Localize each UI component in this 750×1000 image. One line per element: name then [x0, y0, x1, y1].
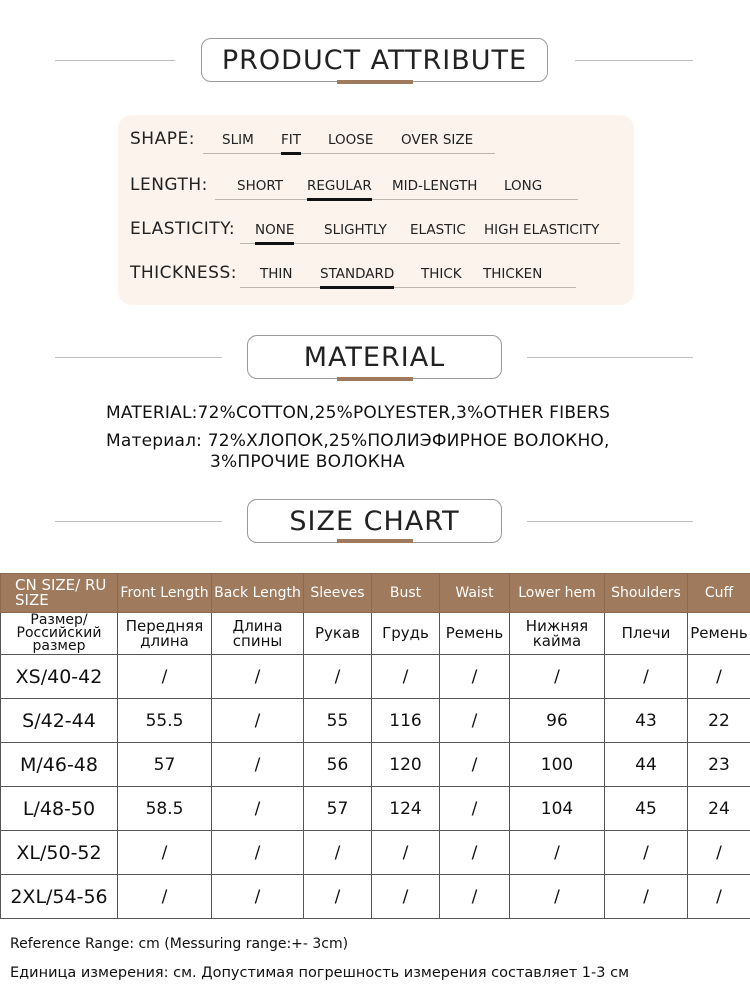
row-header-cell: CN SIZE/ RU SIZE	[1, 574, 118, 613]
table-cell: /	[212, 655, 304, 699]
option: THIN	[260, 266, 293, 282]
table-cell: 120	[372, 743, 440, 787]
table-cell: Нижняя кайма	[510, 613, 605, 655]
option-selected: STANDARD	[320, 266, 395, 282]
material-en: MATERIAL:72%COTTON,25%POLYESTER,3%OTHER FIBERS	[106, 403, 611, 423]
table-cell: /	[510, 655, 605, 699]
divider-right	[527, 357, 693, 358]
table-row	[1, 787, 750, 831]
table-cell: Back Length	[212, 574, 304, 613]
table-cell: Передняя длина	[118, 613, 212, 655]
table-cell: /	[510, 875, 605, 919]
option: LOOSE	[328, 132, 374, 148]
table-cell: /	[212, 699, 304, 743]
size-chart-table	[0, 573, 750, 919]
table-cell: /	[118, 875, 212, 919]
table-cell: /	[440, 831, 510, 875]
attribute-panel	[118, 115, 634, 305]
row-header-cell: Размер/ Российский размер	[1, 613, 118, 655]
table-row	[1, 743, 750, 787]
attribute-row-thickness	[118, 261, 634, 291]
table-cell: 57	[118, 743, 212, 787]
table-cell: Плечи	[605, 613, 688, 655]
row-header-cell: XS/40-42	[1, 655, 118, 699]
table-cell: Sleeves	[304, 574, 372, 613]
divider-left	[55, 521, 222, 522]
divider-left	[55, 357, 222, 358]
row-header-cell: L/48-50	[1, 787, 118, 831]
table-cell: 124	[372, 787, 440, 831]
baseline	[215, 199, 578, 200]
footer-note-en: Reference Range: cm (Messuring range:+- 3cm)	[10, 936, 349, 952]
row-header-cell: M/46-48	[1, 743, 118, 787]
table-row	[1, 655, 750, 699]
table-cell: Waist	[440, 574, 510, 613]
table-cell: /	[605, 831, 688, 875]
attribute-label: LENGTH:	[130, 175, 208, 195]
title-underbar	[337, 377, 413, 381]
table-row	[1, 699, 750, 743]
table-header-en	[1, 574, 750, 613]
footer-note-ru: Единица измерения: см. Допустимая погрешность измерения составляет 1-3 см	[10, 965, 630, 981]
option: HIGH ELASTICITY	[484, 222, 600, 238]
table-cell: 57	[304, 787, 372, 831]
table-cell: Ремень	[688, 613, 750, 655]
baseline	[203, 153, 495, 154]
table-cell: 56	[304, 743, 372, 787]
table-cell: /	[118, 831, 212, 875]
option-selected: FIT	[281, 132, 301, 148]
option: SLIGHTLY	[324, 222, 387, 238]
table-cell: 96	[510, 699, 605, 743]
table-row	[1, 875, 750, 919]
table-cell: /	[372, 831, 440, 875]
table-cell: 104	[510, 787, 605, 831]
option: MID-LENGTH	[392, 178, 478, 194]
table-cell: /	[605, 655, 688, 699]
attribute-row-length	[118, 173, 634, 203]
table-cell: /	[688, 831, 750, 875]
section-title: PRODUCT ATTRIBUTE	[201, 38, 548, 82]
table-cell: 45	[605, 787, 688, 831]
title-underbar	[337, 539, 413, 543]
table-cell: /	[440, 743, 510, 787]
divider-right	[527, 521, 693, 522]
table-cell: Грудь	[372, 613, 440, 655]
table-cell: Front Length	[118, 574, 212, 613]
table-cell: /	[510, 831, 605, 875]
table-cell: /	[212, 743, 304, 787]
table-cell: 100	[510, 743, 605, 787]
table-cell: Shoulders	[605, 574, 688, 613]
table-cell: /	[304, 655, 372, 699]
table-cell: 55	[304, 699, 372, 743]
option: LONG	[504, 178, 543, 194]
table-cell: /	[440, 699, 510, 743]
material-ru-1: Материал: 72%ХЛОПОК,25%ПОЛИЭФИРНОЕ ВОЛОКНО,	[106, 431, 610, 451]
option: THICKEN	[483, 266, 543, 282]
row-header-cell: XL/50-52	[1, 831, 118, 875]
table-cell: /	[605, 875, 688, 919]
baseline	[240, 243, 620, 244]
table-cell: /	[304, 875, 372, 919]
option: OVER SIZE	[401, 132, 474, 148]
table-cell: /	[212, 831, 304, 875]
table-cell: /	[304, 831, 372, 875]
table-cell: 22	[688, 699, 750, 743]
section-title: SIZE CHART	[247, 499, 502, 543]
material-header	[0, 335, 750, 385]
option-selected: NONE	[255, 222, 295, 238]
title-underbar	[337, 80, 413, 84]
size-chart-header	[0, 499, 750, 549]
table-header-ru	[1, 613, 750, 655]
attribute-label: ELASTICITY:	[130, 219, 236, 239]
table-cell: /	[688, 655, 750, 699]
table-cell: Cuff	[688, 574, 750, 613]
table-row	[1, 831, 750, 875]
attribute-label: THICKNESS:	[130, 263, 237, 283]
product-attribute-header	[0, 38, 750, 88]
table-cell: 43	[605, 699, 688, 743]
table-cell: /	[440, 787, 510, 831]
attribute-row-shape	[118, 127, 634, 157]
divider-left	[55, 60, 175, 61]
table-cell: /	[688, 875, 750, 919]
table-cell: /	[372, 875, 440, 919]
table-cell: Lower hem	[510, 574, 605, 613]
table-cell: 116	[372, 699, 440, 743]
table-cell: 55.5	[118, 699, 212, 743]
row-header-cell: S/42-44	[1, 699, 118, 743]
table-cell: Длина спины	[212, 613, 304, 655]
option-selected: REGULAR	[307, 178, 372, 194]
table-cell: 23	[688, 743, 750, 787]
table-cell: /	[440, 875, 510, 919]
attribute-row-elasticity	[118, 217, 634, 247]
option: SHORT	[237, 178, 283, 194]
baseline	[240, 287, 576, 288]
option: SLIM	[222, 132, 254, 148]
section-title: MATERIAL	[247, 335, 502, 379]
material-ru-2: 3%ПРОЧИЕ ВОЛОКНА	[210, 452, 405, 472]
table-cell: /	[118, 655, 212, 699]
table-cell: Bust	[372, 574, 440, 613]
table-cell: Ремень	[440, 613, 510, 655]
option: THICK	[421, 266, 462, 282]
table-cell: Рукав	[304, 613, 372, 655]
table-cell: /	[372, 655, 440, 699]
divider-right	[575, 60, 693, 61]
table-cell: /	[440, 655, 510, 699]
table-cell: /	[212, 787, 304, 831]
table-cell: 24	[688, 787, 750, 831]
table-cell: /	[212, 875, 304, 919]
attribute-label: SHAPE:	[130, 129, 195, 149]
table-cell: 44	[605, 743, 688, 787]
table-cell: 58.5	[118, 787, 212, 831]
option: ELASTIC	[410, 222, 466, 238]
row-header-cell: 2XL/54-56	[1, 875, 118, 919]
